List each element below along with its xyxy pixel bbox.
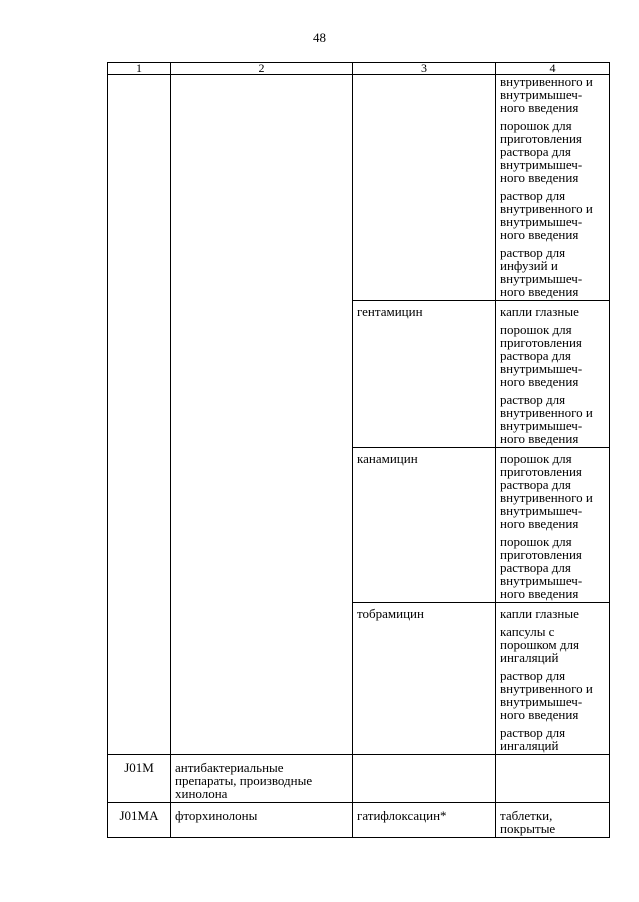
header-col-2: 2 [171, 63, 353, 75]
dosage-form: раствор для внутривенного и внутримышеч-ного введения [500, 668, 593, 722]
dosage-form: капсулы с порошком для ингаляций [500, 624, 579, 665]
dosage-form: внутривенного и внутримышеч-ного введения [500, 74, 593, 115]
header-col-4: 4 [496, 63, 610, 75]
dosage-form: раствор для ингаляций [500, 725, 566, 753]
dosage-form: таблетки, покрытые [496, 803, 610, 838]
forms-cell [496, 448, 610, 603]
header-col-3: 3 [353, 63, 496, 75]
table-row [108, 803, 610, 838]
code-cell-empty [108, 75, 171, 755]
atc-code: J01M [108, 755, 171, 803]
atc-group: антибактериальные препараты, производные хинолона [171, 755, 353, 803]
drug-name: тобрамицин [353, 603, 496, 755]
atc-code: J01MA [108, 803, 171, 838]
drug-name: гентамицин [353, 301, 496, 448]
dosage-form: порошок для приготовления раствора для внутримышеч-ного введения [500, 118, 583, 185]
dosage-form: порошок для приготовления раствора для внутривенного и внутримышеч-ного введения [500, 451, 593, 531]
header-col-1: 1 [108, 63, 171, 75]
drug-name [353, 755, 496, 803]
table-row [108, 75, 610, 301]
forms-cell [496, 75, 610, 301]
group-cell-empty [171, 75, 353, 755]
atc-group: фторхинолоны [171, 803, 353, 838]
dosage-form: раствор для внутривенного и внутримышеч-ного введения [500, 188, 593, 242]
forms-cell [496, 301, 610, 448]
dosage-form: капли глазные [500, 304, 579, 319]
dosage-form: капли глазные [500, 606, 579, 621]
dosage-form: раствор для внутривенного и внутримышеч-ного введения [500, 392, 593, 446]
table-row [108, 755, 610, 803]
dosage-form: порошок для приготовления раствора для внутримышеч-ного введения [500, 322, 583, 389]
dosage-form: раствор для инфузий и внутримышеч-ного введения [500, 245, 583, 299]
dosage-form: порошок для приготовления раствора для внутримышеч-ного введения [500, 534, 583, 601]
drug-name: гатифлоксацин* [353, 803, 496, 838]
forms-cell [496, 603, 610, 755]
drug-name: канамицин [353, 448, 496, 603]
dosage-form [496, 755, 610, 803]
drug-cell-empty [353, 75, 496, 301]
drug-table [107, 62, 610, 838]
header-row [108, 63, 610, 75]
page-number: 48 [313, 30, 326, 45]
